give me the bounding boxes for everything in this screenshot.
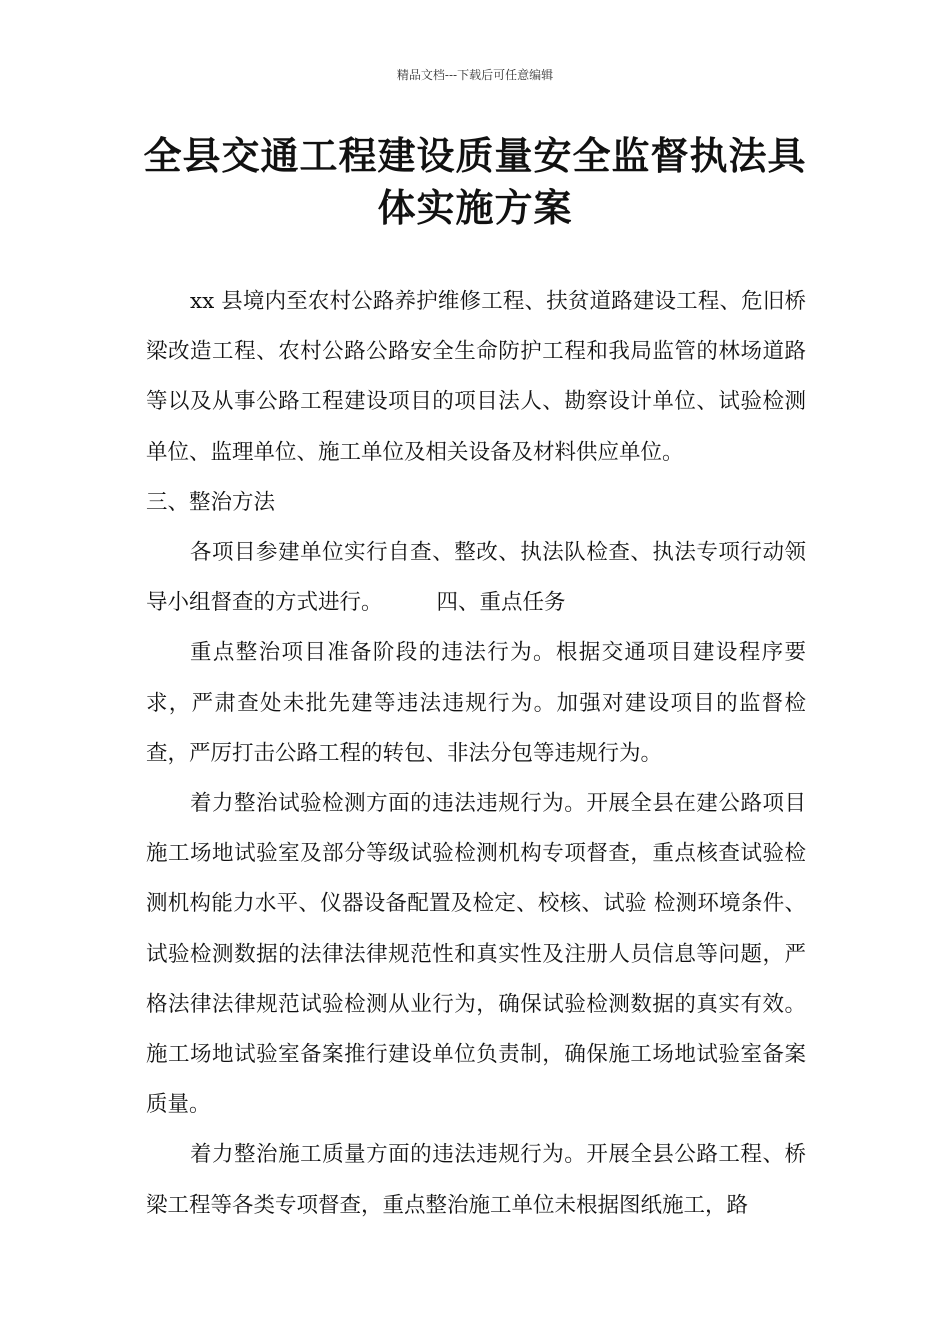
paragraph-construction-quality: 着力整治施工质量方面的违法违规行为。开展全县公路工程、桥梁工程等各类专项督查，重点整治施工单位未根据图纸施工，路 bbox=[146, 1142, 806, 1218]
paragraph-methods-text: 各项目参建单位实行自查、整改、执法队检查、执法专项行动领导小组督查的方式进行。 bbox=[146, 540, 806, 616]
paragraph-scope: xx 县境内至农村公路养护维修工程、扶贫道路建设工程、危旧桥梁改造工程、农村公路公路安全生命防护工程和我局监管的林场道路等以及从事公路工程建设项目的项目法人、勘察设计单位、试验检测单位、监理单位、施工单位及相关设备及材料供应单位。 bbox=[146, 289, 806, 465]
document-body bbox=[146, 277, 806, 1231]
header-note: 精品文档---下载后可任意编辑 bbox=[396, 68, 554, 82]
section-heading-methods: 三、整治方法 bbox=[146, 489, 276, 515]
section-heading-key-tasks: 四、重点任务 bbox=[436, 590, 566, 616]
paragraph-methods bbox=[146, 528, 806, 628]
document-title: 全县交通工程建设质量安全监督执法具体实施方案 bbox=[143, 134, 807, 230]
paragraph-preparation-stage: 重点整治项目准备阶段的违法行为。根据交通项目建设程序要求，严肃查处未批先建等违法违规行为。加强对建设项目的监督检查，严厉打击公路工程的转包、非法分包等违规行为。 bbox=[146, 640, 806, 766]
paragraph-testing: 着力整治试验检测方面的违法违规行为。开展全县在建公路项目施工场地试验室及部分等级试验检测机构专项督查，重点核查试验检测机构能力水平、仪器设备配置及检定、校核、试验 检测环境条件、试验检测数据的法律法律规范性和真实性及注册人员信息等问题，严格法律法律规范试验检测从业行为，确保试验检测数据的真实有效。施工场地试验室备案推行建设单位负责制，确保施工场地试验室备案质量。 bbox=[146, 791, 806, 1118]
